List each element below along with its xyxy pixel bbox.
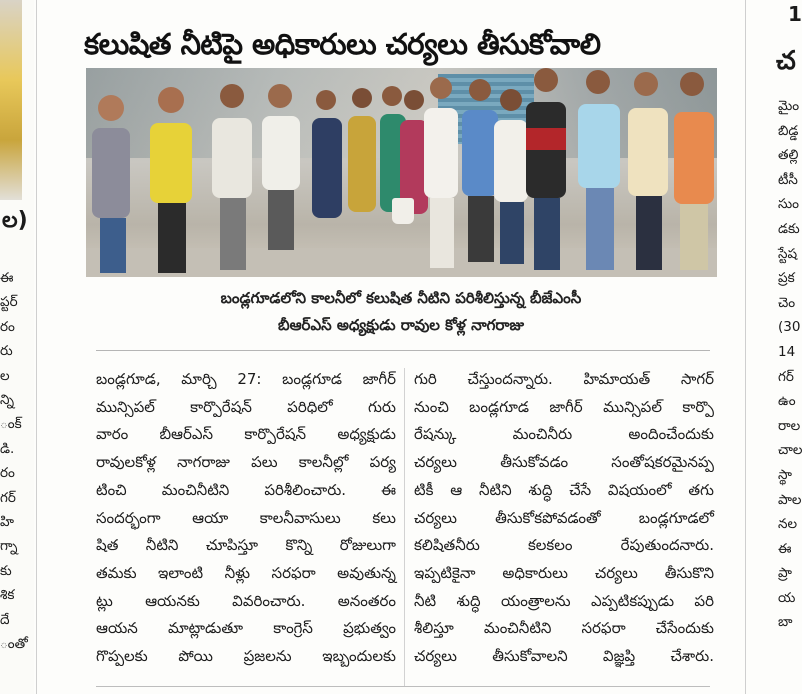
- body-line: టించి మంచినీటిని పరిశీలించారు. ఈ: [96, 480, 396, 499]
- body-line: వారం బీఆర్ఎస్ కార్పొరేషన్ అధ్యక్షుడు: [96, 425, 396, 444]
- body-line: ఆయన మాట్లాడుతూ కాంగ్రెస్ ప్రభుత్వం: [96, 619, 396, 638]
- adjacent-heading-left: ల): [2, 208, 28, 233]
- body-line: చర్యలు తీసుకోవడం సంతోషకరమైనప్ప: [414, 453, 714, 472]
- article-headline: కలుషిత నీటిపై అధికారులు చర్యలు తీసుకోవాలి: [84, 27, 601, 62]
- caption-line: బండ్లగూడలోని కాలనీలో కలుషిత నీటిని పరిశీలిస్తున్న బీజేఎంసీ: [220, 289, 582, 307]
- body-line: తమకు ఇలాంటి నీళ్లు సరఫరా అవుతున్న: [96, 563, 396, 582]
- body-line: రేషన్కు మంచినీరు అందించేందుకు: [414, 425, 714, 444]
- body-line: బండ్లగూడ, మార్చి 27: బండ్లగూడ జాగీర్: [96, 370, 396, 388]
- body-line: శీలిస్తూ మంచినీటిని సరఫరా చేసేందుకు: [414, 619, 714, 638]
- body-line: సందర్భంగా ఆయా కాలనీవాసులు కలు: [96, 508, 396, 527]
- body-line: షిత నీటిని చూపిస్తూ కొన్ని రోజులుగా: [96, 536, 396, 555]
- column-separator: [404, 368, 405, 686]
- body-line: టికీ ఆ నీటిని శుద్ధి చేసే విషయంలో తగు: [414, 480, 714, 499]
- adjacent-text-left: ఈ ప్టర్ రం రు ల న్ని ంక్ డి. రం గర్ హి గ్నా కు శిక దే ంతో: [0, 270, 28, 653]
- body-line: ట్లు ఆయనకు వివరించారు. అనంతరం: [96, 591, 396, 610]
- photo-group-of-people: [86, 68, 717, 277]
- adjacent-heading-right: చ: [776, 46, 796, 76]
- body-line: గొప్పలకు పోయి ప్రజలను ఇబ్బందులకు: [96, 647, 396, 666]
- adjacent-photo-left: [0, 0, 22, 200]
- column-divider-right: [745, 0, 746, 694]
- adjacent-heading-right-top: 1: [788, 2, 802, 26]
- water-bucket: [392, 198, 414, 224]
- body-line: రావులకోళ్ల నాగరాజు పలు కాలనీల్లో పర్య: [96, 453, 396, 472]
- body-line: కలిషితనీరు కలకలం రేపుతుందనారు.: [414, 536, 714, 555]
- body-line: నుంచి బండ్లగూడ జాగీర్ మున్సిపల్ కార్పొ: [414, 397, 714, 416]
- adjacent-article-right: [774, 0, 800, 694]
- article-bottom-rule: [96, 686, 710, 687]
- caption-rule: [96, 350, 710, 351]
- adjacent-article-left: [0, 0, 34, 694]
- body-line: గురి చేస్తుందన్నారు. హిమాయత్ సాగర్: [414, 370, 714, 388]
- body-line: మున్సిపల్ కార్పొరేషన్ పరిధిలో గురు: [96, 397, 396, 416]
- body-line: చర్యలు తీసుకోకపోవడంతో బండ్లగూడలో: [414, 508, 714, 527]
- photo-caption: [96, 285, 706, 339]
- article-body-column-2: [414, 366, 714, 671]
- article-body-column-1: [96, 366, 396, 671]
- body-line: నీటి శుద్ధి యంత్రాలను ఎప్పటికప్పుడు పరి: [414, 591, 714, 610]
- adjacent-text-right: మైం బిడ్డ తల్లి టీసీ సుం డకు స్టేష ప్రక చెం (30 14 గర్ ఉం రాల చాల స్థా పాల నల ఈ ప్రా య బా: [778, 98, 802, 631]
- body-line: చర్యలు తీసుకోవాలని విజ్ఞప్తి చేశారు.: [414, 647, 714, 666]
- caption-line: బీఆర్ఎస్ అధ్యక్షుడు రావుల కోళ్ల నాగరాజు: [278, 316, 524, 334]
- body-line: ఇప్పటికైనా అధికారులు చర్యలు తీసుకొని: [414, 563, 714, 582]
- article-photo: [86, 68, 717, 277]
- column-divider-left: [36, 0, 37, 694]
